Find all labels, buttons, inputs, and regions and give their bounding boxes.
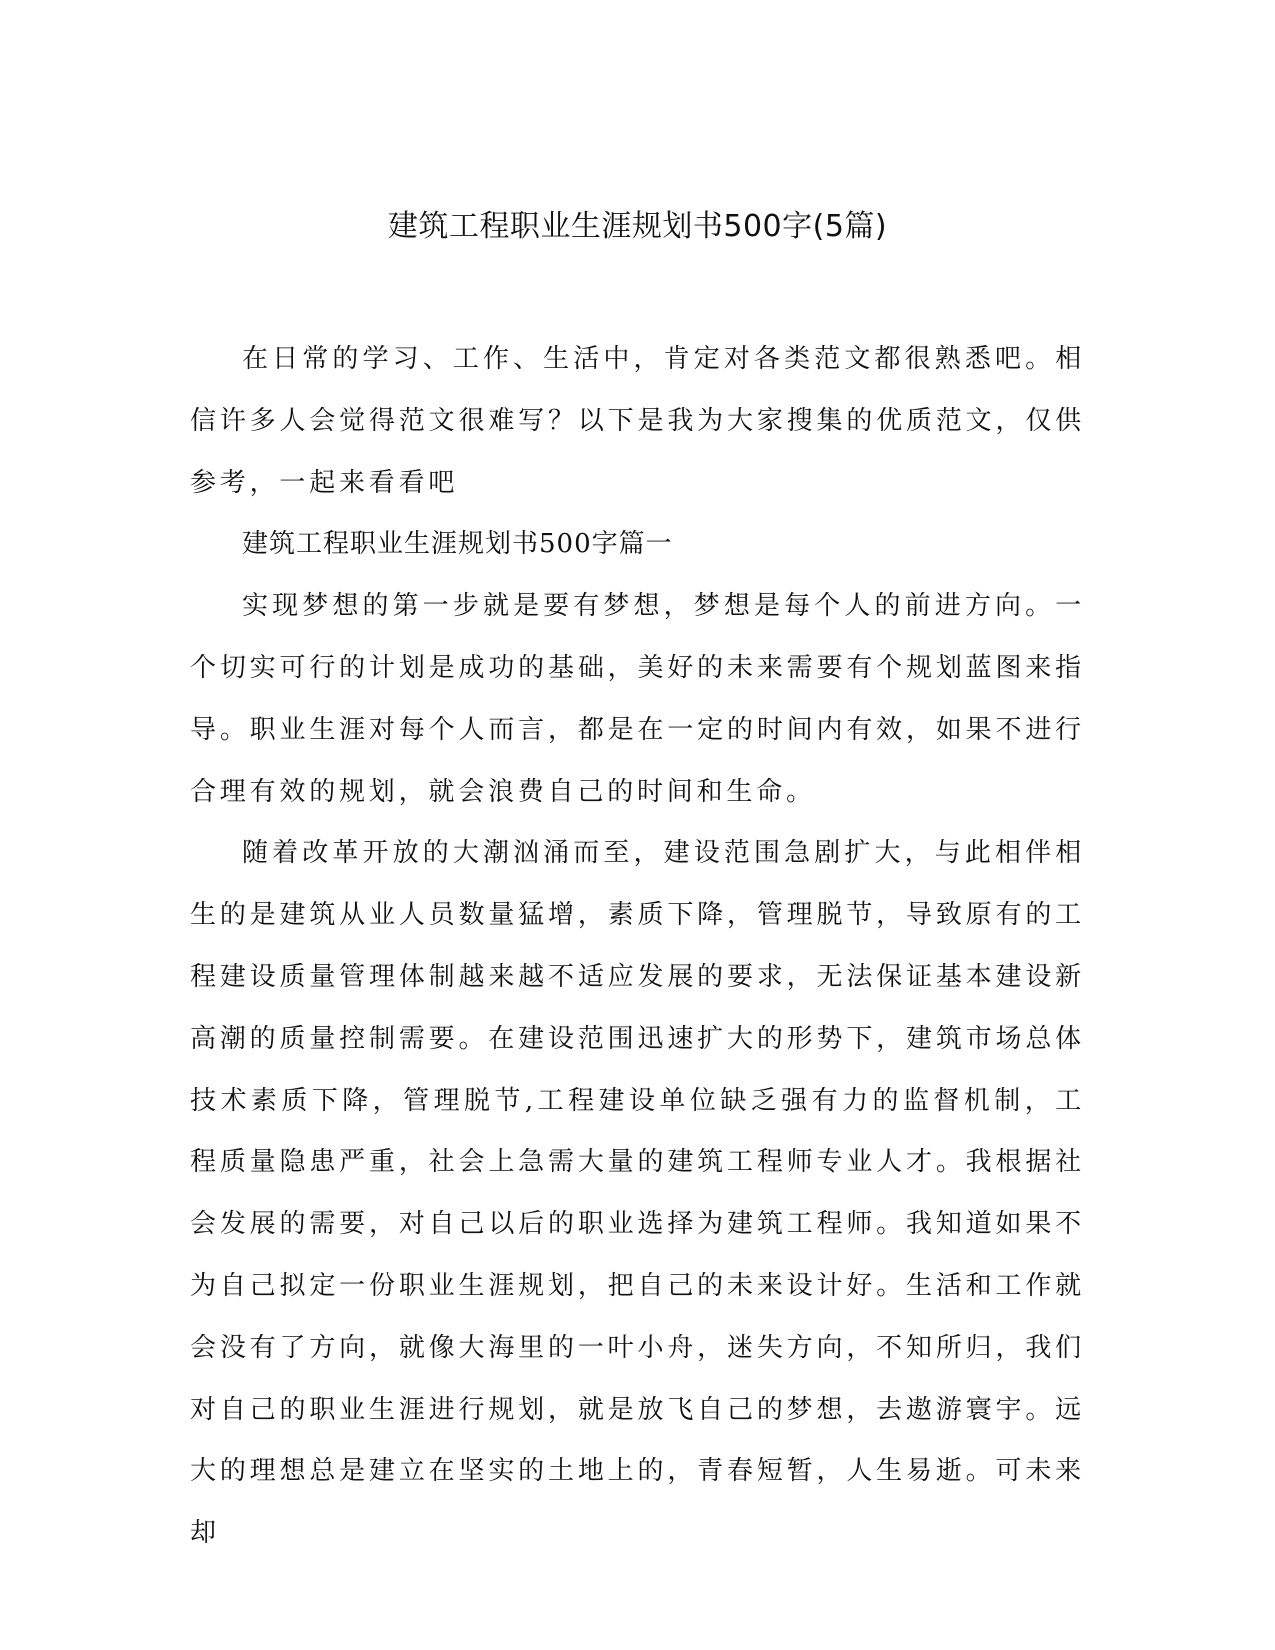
body-paragraph: 实现梦想的第一步就是要有梦想，梦想是每个人的前进方向。一个切实可行的计划是成功的基础，美好的未来需要有个规划蓝图来指导。职业生涯对每个人而言，都是在一定的时间内有效，如果不进行合理有效的规划，就会浪费自己的时间和生命。 [190, 591, 1085, 807]
section-heading: 建筑工程职业生涯规划书500字篇一 [242, 529, 673, 560]
document-body [190, 329, 1085, 1565]
body-paragraph: 随着改革开放的大潮汹涌而至，建设范围急剧扩大，与此相伴相生的是建筑从业人员数量猛增，素质下降，管理脱节，导致原有的工程建设质量管理体制越来越不适应发展的要求，无法保证基本建设新高潮的质量控制需要。在建设范围迅速扩大的形势下，建筑市场总体技术素质下降，管理脱节,工程建设单位缺乏强有力的监督机制，工程质量隐患严重，社会上急需大量的建筑工程师专业人才。我根据社会发展的需要，对自己以后的职业选择为建筑工程师。我知道如果不为自己拟定一份职业生涯规划，把自己的未来设计好。生活和工作就会没有了方向，就像大海里的一叶小舟，迷失方向，不知所归，我们对自己的职业生涯进行规划，就是放飞自己的梦想，去遨游寰宇。远大的理想总是建立在坚实的土地上的，青春短暂，人生易逝。可未来却 [190, 838, 1085, 1549]
intro-paragraph: 在日常的学习、工作、生活中，肯定对各类范文都很熟悉吧。相信许多人会觉得范文很难写？以下是我为大家搜集的优质范文，仅供参考，一起来看看吧 [190, 344, 1085, 498]
document-title: 建筑工程职业生涯规划书500字(5篇) [387, 209, 888, 244]
